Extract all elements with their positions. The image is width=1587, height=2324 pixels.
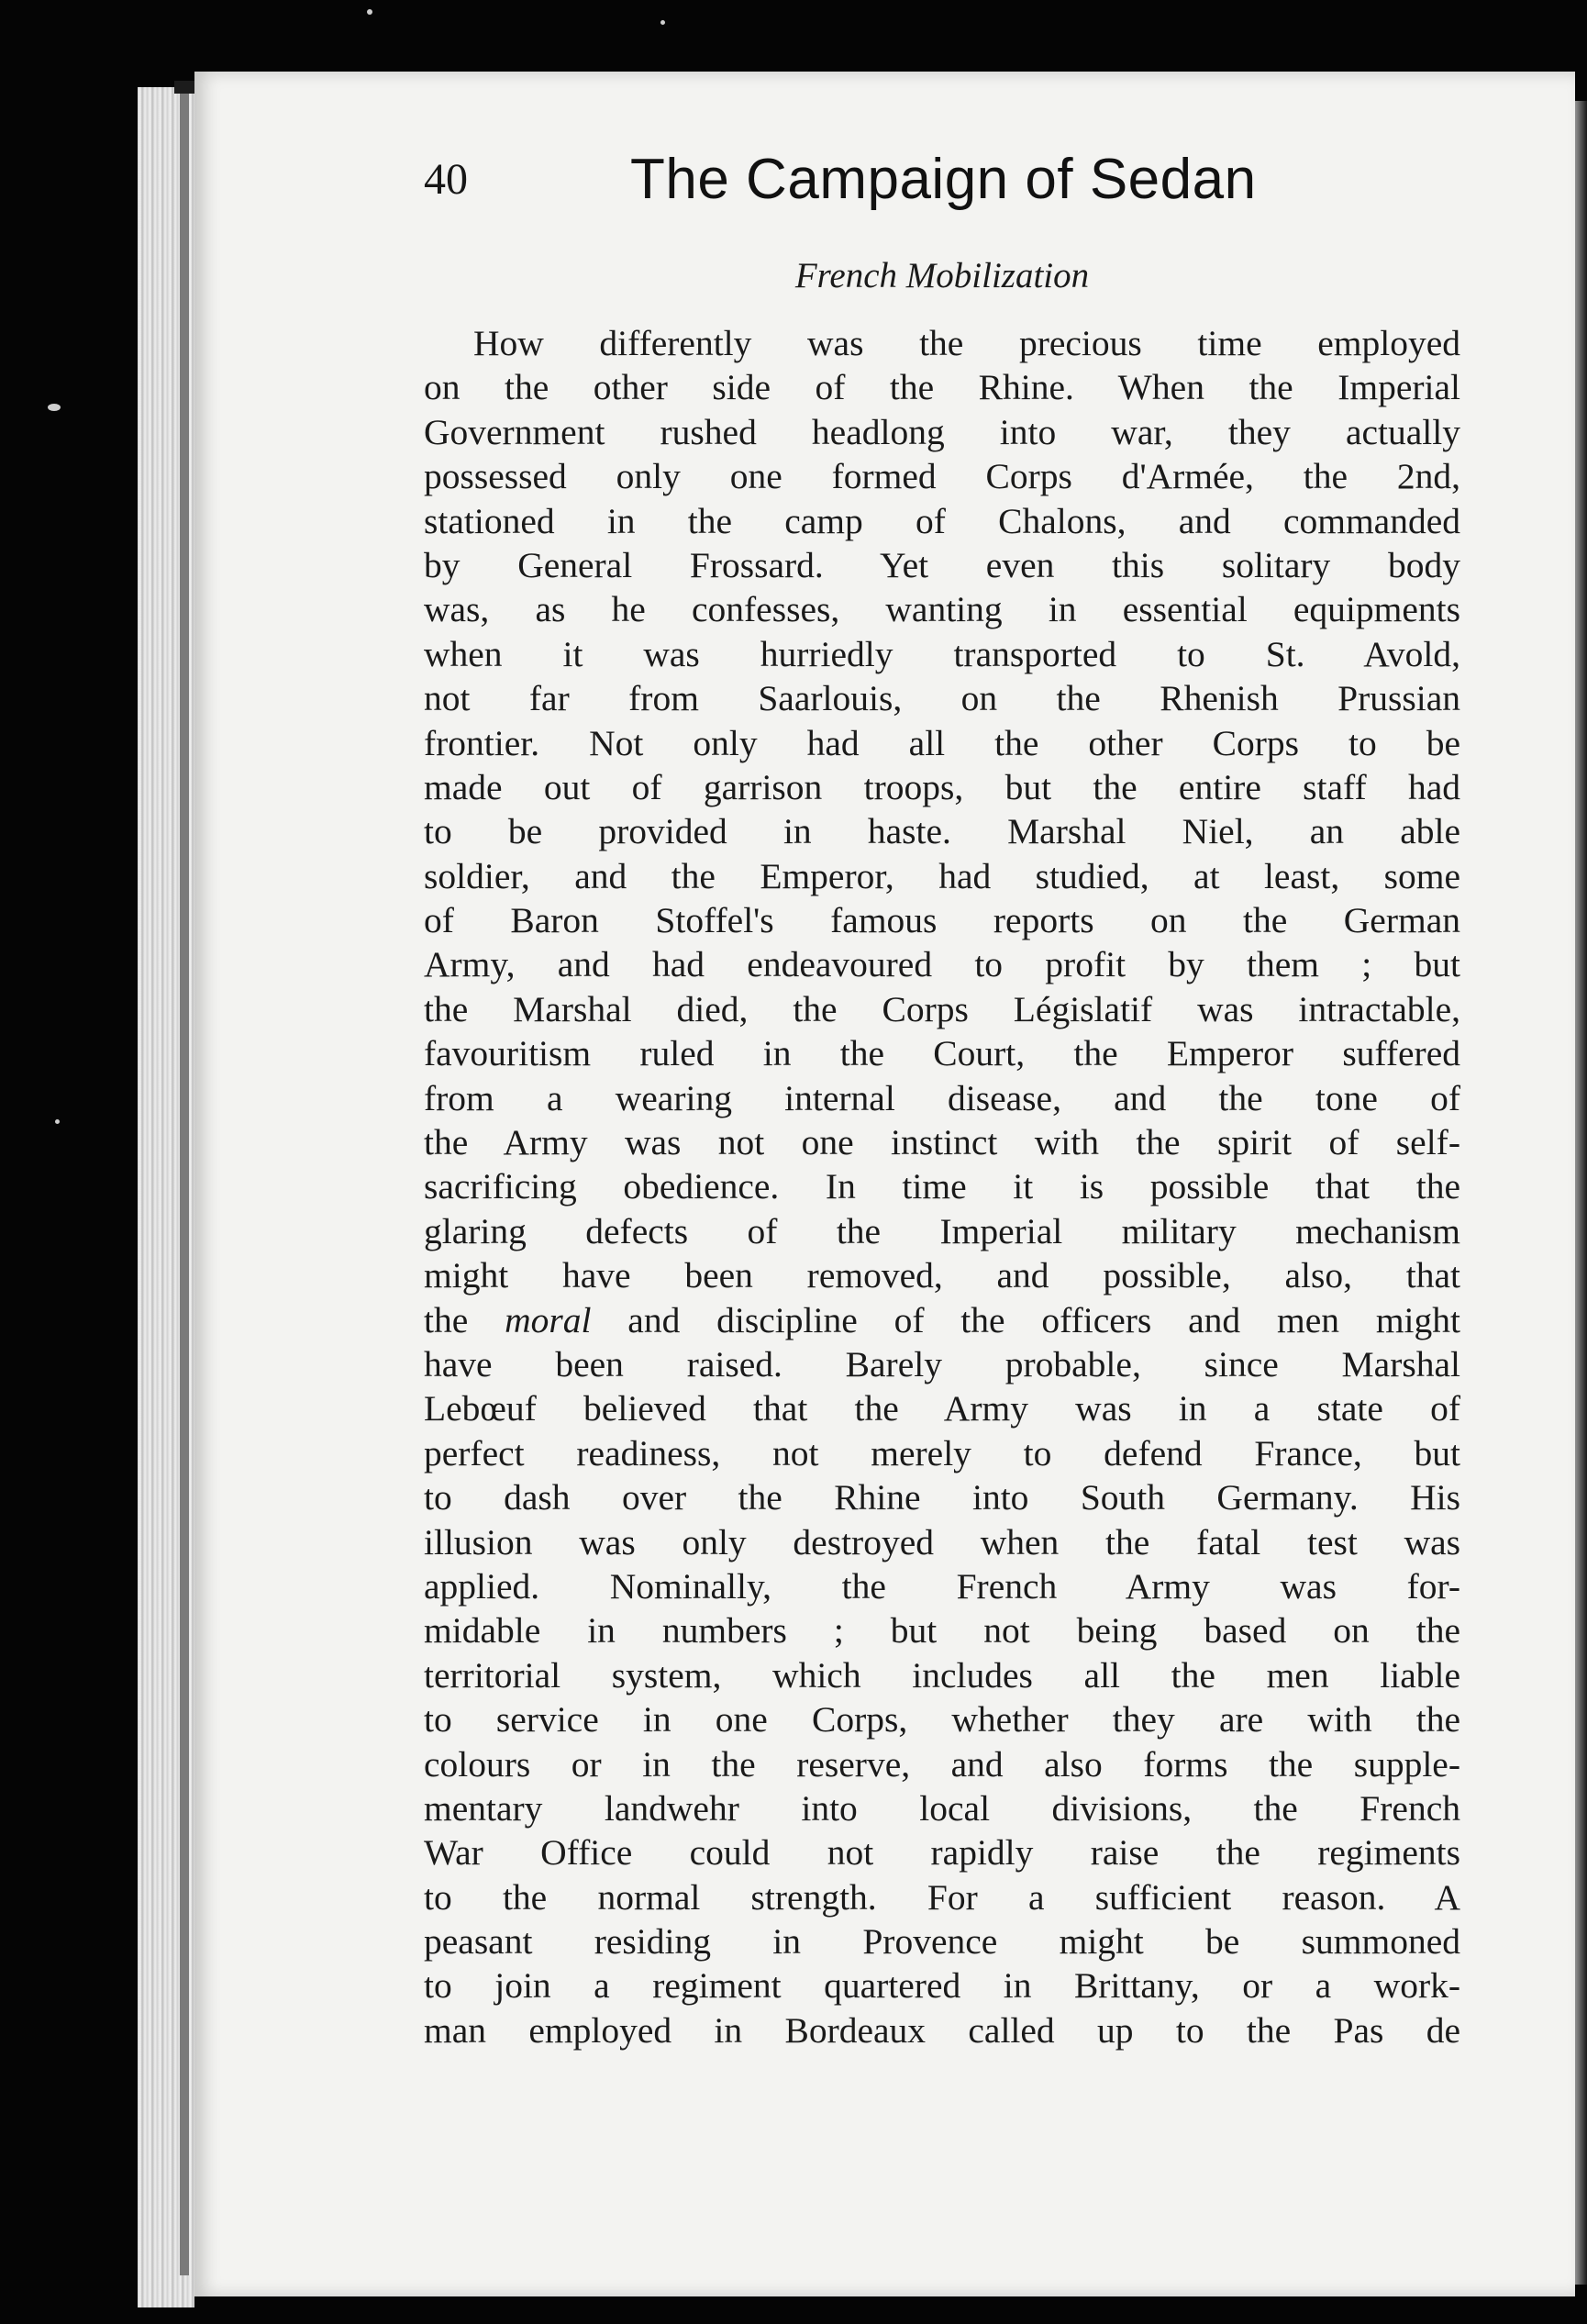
text-segment: and discipline of the officers and men might [591,1299,1460,1340]
scan-speck [660,20,665,25]
text-line: possessed only one formed Corps d'Armée, the 2nd, [424,456,1460,497]
text-line: the Marshal died, the Corps Législatif was intractable, [424,988,1460,1029]
scan-speck [55,1119,60,1124]
text-line: How differently was the precious time employed [473,323,1460,363]
italic-word: moral [505,1299,592,1340]
text-line: on the other side of the Rhine. When the Imperial [424,367,1460,408]
text-line: applied. Nominally, the French Army was for- [424,1565,1460,1607]
text-line: frontier. Not only had all the other Corps to be [424,722,1460,763]
scan-speck [48,404,61,411]
body-paragraph [424,321,1460,2052]
text-line: colours or in the reserve, and also forms the supple- [424,1743,1460,1785]
text-line: to join a regiment quartered in Brittany, or a work- [424,1965,1460,2007]
text-line: sacrificing obedience. In time it is possible that the [424,1166,1460,1207]
book-title: The Campaign of Sedan [630,148,1257,211]
text-line [424,1298,1460,1342]
scan-speck [367,9,372,15]
text-line: from a wearing internal disease, and the tone of [424,1077,1460,1118]
text-line: midable in numbers ; but not being based on the [424,1610,1460,1651]
page-number: 40 [424,155,468,204]
text-line: mentary landwehr into local divisions, the French [424,1787,1460,1829]
text-line: the Army was not one instinct with the spirit of self- [424,1122,1460,1163]
text-line: when it was hurriedly transported to St. Avold, [424,633,1460,674]
text-line: stationed in the camp of Chalons, and commanded [424,500,1460,541]
text-line: Government rushed headlong into war, they actually [424,411,1460,452]
running-head [424,147,1479,229]
text-line: of Baron Stoffel's famous reports on the German [424,900,1460,941]
text-segment: the [424,1299,505,1340]
text-line: peasant residing in Provence might be summoned [424,1921,1460,1963]
text-line: to be provided in haste. Marshal Niel, an able [424,811,1460,852]
text-line: might have been removed, and possible, also, that [424,1255,1460,1296]
text-line: soldier, and the Emperor, had studied, at least, some [424,855,1460,896]
text-line: to the normal strength. For a sufficient reason. A [424,1876,1460,1918]
text-line: not far from Saarlouis, on the Rhenish Prussian [424,678,1460,719]
text-line: Army, and had endeavoured to profit by them ; but [424,944,1460,985]
text-line: man employed in Bordeaux called up to the Pas de [424,2009,1460,2051]
text-line: to dash over the Rhine into South Germany. His [424,1477,1460,1518]
text-line: by General Frossard. Yet even this solitary body [424,544,1460,585]
text-line: have been raised. Barely probable, since Marshal [424,1343,1460,1384]
text-line: glaring defects of the Imperial military mechanism [424,1210,1460,1251]
text-line: favouritism ruled in the Court, the Emperor suffered [424,1033,1460,1074]
text-line: made out of garrison troops, but the entire staff had [424,766,1460,807]
text-line: territorial system, which includes all the men liable [424,1654,1460,1696]
section-title: French Mobilization [794,256,1090,295]
text-line: to service in one Corps, whether they are with the [424,1699,1460,1740]
text-line: illusion was only destroyed when the fatal test was [424,1521,1460,1562]
text-line: was, as he confesses, wanting in essential equipments [424,589,1460,630]
text-line: War Office could not rapidly raise the regiments [424,1832,1460,1874]
text-line: Lebœuf believed that the Army was in a state of [424,1388,1460,1429]
text-line: perfect readiness, not merely to defend France, but [424,1432,1460,1473]
book-spine-shadow [180,92,189,2275]
